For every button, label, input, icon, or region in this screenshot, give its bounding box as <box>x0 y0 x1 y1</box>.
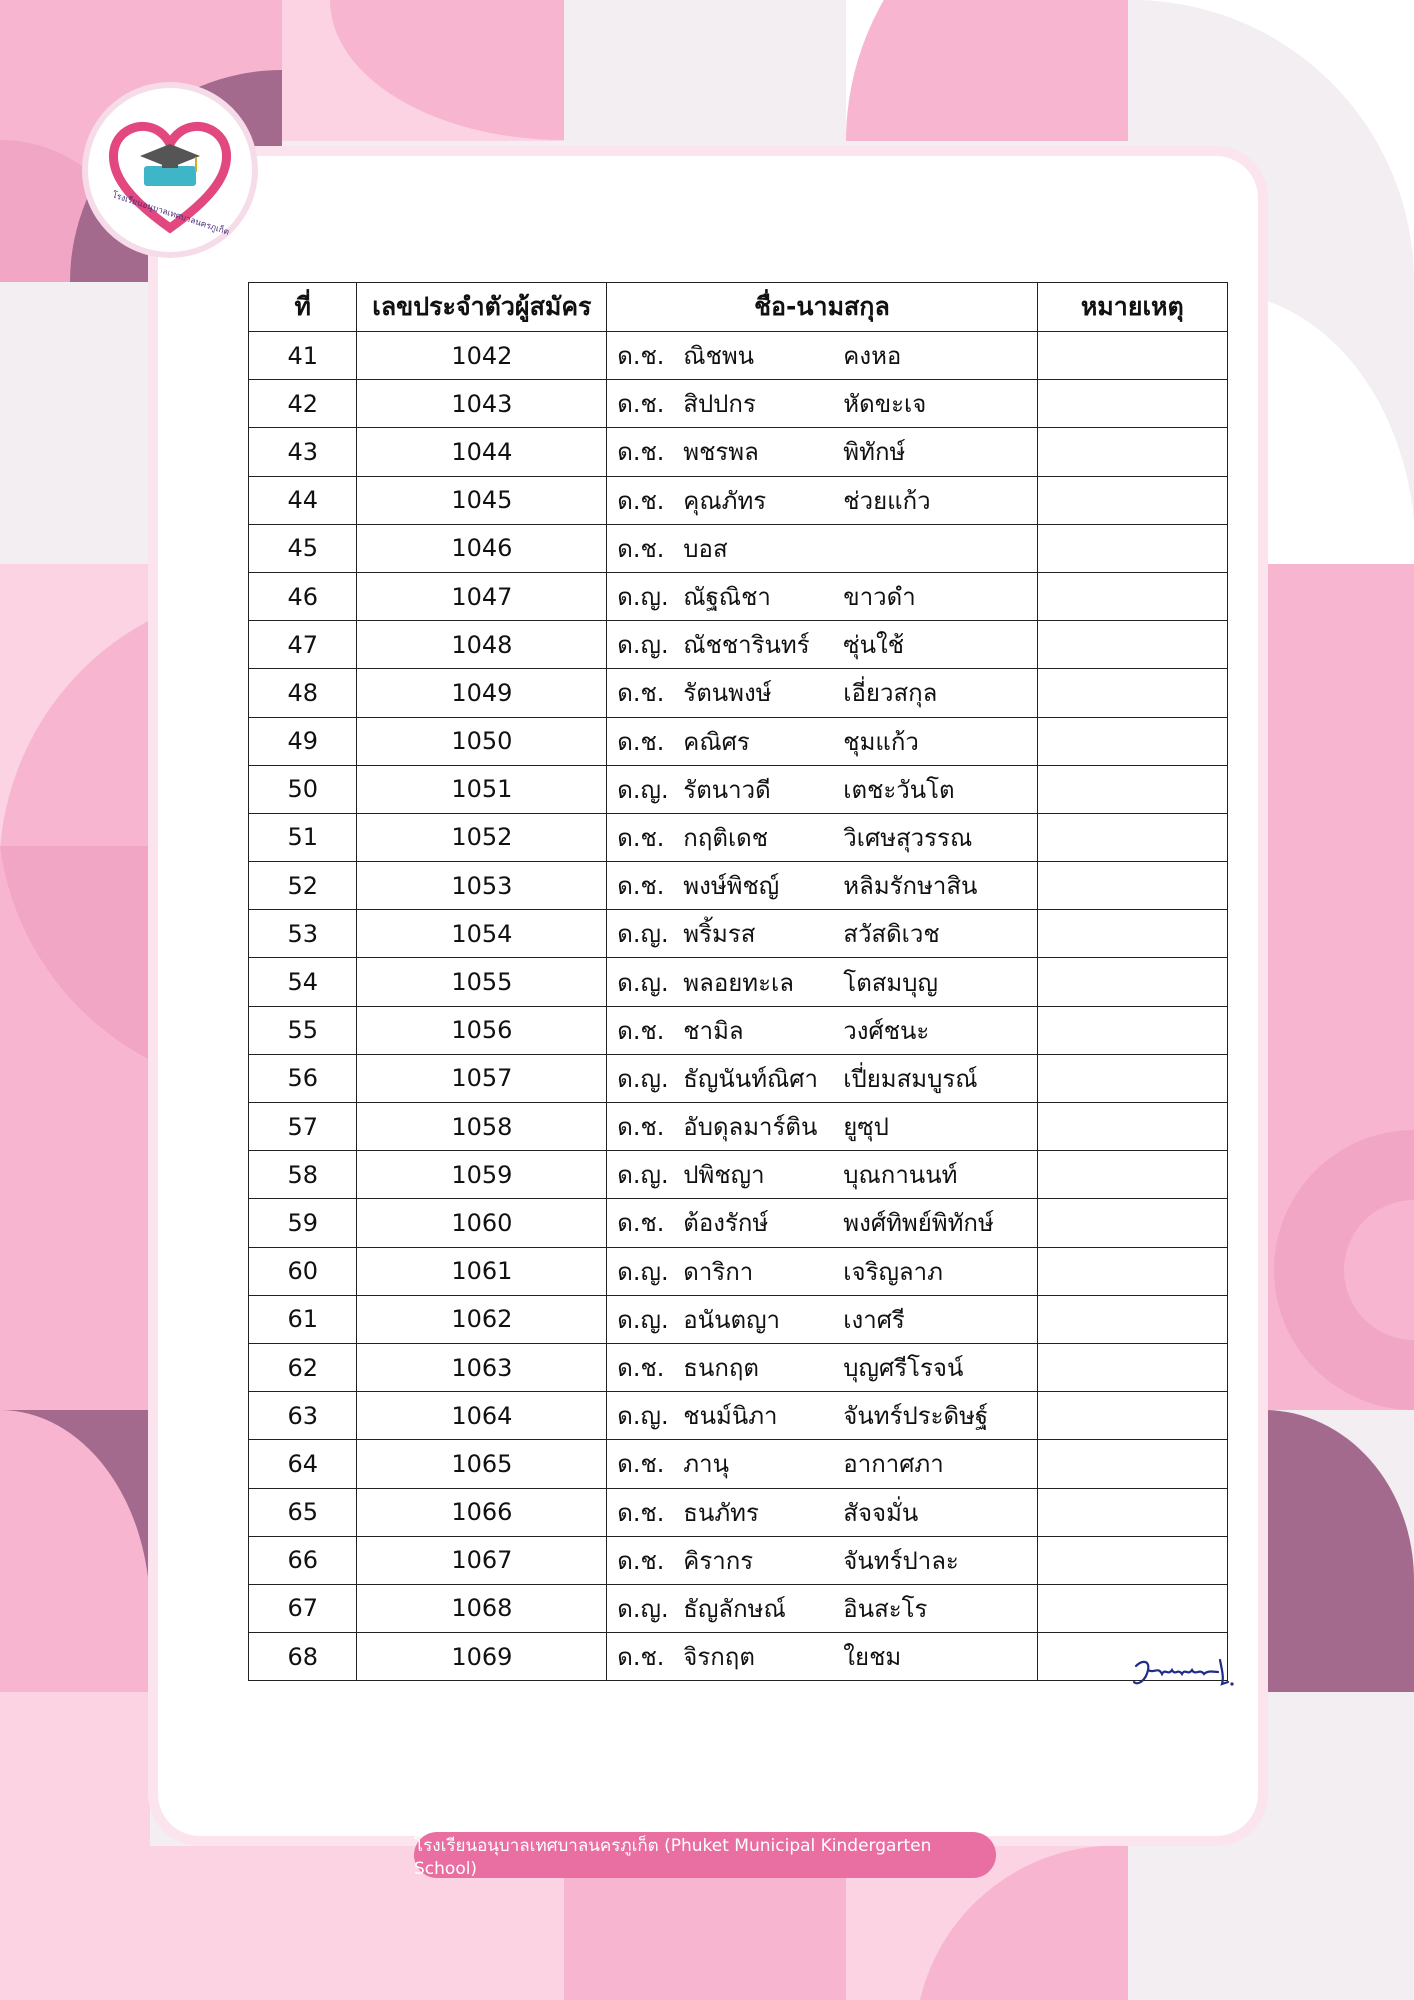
cell-applicant-id: 1063 <box>357 1343 607 1391</box>
cell-no: 45 <box>249 524 357 572</box>
cell-applicant-id: 1051 <box>357 765 607 813</box>
cell-no: 46 <box>249 572 357 620</box>
first-name: จิรกฤต <box>683 1643 755 1672</box>
first-name: ณิชพน <box>683 342 755 371</box>
cell-name <box>607 1054 1037 1102</box>
name-title: ด.ช. <box>617 534 665 563</box>
last-name: สัจจมั่น <box>843 1498 919 1527</box>
first-name: ชามิล <box>683 1016 744 1045</box>
first-name: สิปปกร <box>683 390 756 419</box>
cell-name <box>607 1247 1037 1295</box>
table-row <box>249 862 1228 910</box>
cell-no: 58 <box>249 1151 357 1199</box>
cell-no: 59 <box>249 1199 357 1247</box>
name-title: ด.ช. <box>617 1498 665 1527</box>
cell-remark <box>1037 1006 1227 1054</box>
first-name: ชนม์นิภา <box>683 1402 778 1431</box>
name-title: ด.ญ. <box>617 920 669 949</box>
cell-applicant-id: 1049 <box>357 669 607 717</box>
name-title: ด.ช. <box>617 679 665 708</box>
cell-no: 44 <box>249 476 357 524</box>
cell-applicant-id: 1056 <box>357 1006 607 1054</box>
name-title: ด.ช. <box>617 342 665 371</box>
table-row <box>249 1488 1228 1536</box>
last-name: ยูซุป <box>843 1113 889 1142</box>
last-name: หัดขะเจ <box>843 390 927 419</box>
name-title: ด.ญ. <box>617 1305 669 1334</box>
cell-no: 53 <box>249 910 357 958</box>
cell-applicant-id: 1065 <box>357 1440 607 1488</box>
name-title: ด.ช. <box>617 823 665 852</box>
cell-no: 67 <box>249 1584 357 1632</box>
table-row <box>249 1440 1228 1488</box>
table-row <box>249 910 1228 958</box>
table-row <box>249 621 1228 669</box>
table-row <box>249 717 1228 765</box>
signature-image <box>1128 1652 1238 1696</box>
last-name: พิทักษ์ <box>843 438 906 467</box>
cell-name <box>607 476 1037 524</box>
logo-ring-text: โรงเรียนอนุบาลเทศบาลนครภูเก็ต <box>110 190 231 238</box>
cell-name <box>607 862 1037 910</box>
cell-name <box>607 428 1037 476</box>
cell-remark <box>1037 1584 1227 1632</box>
cell-name <box>607 1103 1037 1151</box>
cell-no: 43 <box>249 428 357 476</box>
cell-name <box>607 1440 1037 1488</box>
cell-remark <box>1037 621 1227 669</box>
table-row <box>249 1151 1228 1199</box>
table-row <box>249 669 1228 717</box>
cell-remark <box>1037 428 1227 476</box>
table-header-row <box>249 283 1228 332</box>
table-row <box>249 476 1228 524</box>
cell-name <box>607 380 1037 428</box>
cell-remark <box>1037 910 1227 958</box>
cell-name <box>607 1584 1037 1632</box>
cell-no: 63 <box>249 1392 357 1440</box>
cell-applicant-id: 1069 <box>357 1633 607 1681</box>
last-name: ใยชม <box>843 1643 902 1672</box>
name-title: ด.ช. <box>617 438 665 467</box>
applicant-table <box>248 282 1228 1681</box>
table-row <box>249 1295 1228 1343</box>
name-title: ด.ช. <box>617 1016 665 1045</box>
footer-school-name: โรงเรียนอนุบาลเทศบาลนครภูเก็ต (Phuket Municipal Kindergarten School) <box>414 1832 996 1878</box>
first-name: ดาริกา <box>683 1257 754 1286</box>
cell-no: 61 <box>249 1295 357 1343</box>
table-row <box>249 1247 1228 1295</box>
cell-remark <box>1037 380 1227 428</box>
table-row <box>249 1633 1228 1681</box>
cell-applicant-id: 1060 <box>357 1199 607 1247</box>
last-name: ขาวดำ <box>843 583 916 612</box>
name-title: ด.ญ. <box>617 583 669 612</box>
last-name: คงหอ <box>843 342 902 371</box>
cell-name <box>607 1343 1037 1391</box>
cell-no: 55 <box>249 1006 357 1054</box>
cell-no: 60 <box>249 1247 357 1295</box>
first-name: ธนภัทร <box>683 1498 759 1527</box>
cell-name <box>607 717 1037 765</box>
first-name: ภานุ <box>683 1450 729 1479</box>
cell-remark <box>1037 1392 1227 1440</box>
cell-no: 65 <box>249 1488 357 1536</box>
cell-remark <box>1037 572 1227 620</box>
first-name: อนันตญา <box>683 1305 781 1334</box>
last-name: หลิมรักษาสิน <box>843 872 978 901</box>
cell-applicant-id: 1043 <box>357 380 607 428</box>
cell-applicant-id: 1045 <box>357 476 607 524</box>
table-row <box>249 765 1228 813</box>
first-name: ธัญลักษณ์ <box>683 1594 786 1623</box>
last-name: อินสะโร <box>843 1594 928 1623</box>
last-name: โตสมบุญ <box>843 968 938 997</box>
cell-name <box>607 572 1037 620</box>
cell-no: 50 <box>249 765 357 813</box>
cell-name <box>607 1295 1037 1343</box>
cell-name <box>607 332 1037 380</box>
first-name: ปพิชญา <box>683 1161 765 1190</box>
first-name: พลอยทะเล <box>683 968 794 997</box>
cell-name <box>607 910 1037 958</box>
last-name: พงศ์ทิพย์พิทักษ์ <box>843 1209 994 1238</box>
cell-remark <box>1037 1247 1227 1295</box>
table-row <box>249 572 1228 620</box>
cell-applicant-id: 1061 <box>357 1247 607 1295</box>
table-row <box>249 958 1228 1006</box>
cell-applicant-id: 1064 <box>357 1392 607 1440</box>
cell-name <box>607 1199 1037 1247</box>
name-title: ด.ช. <box>617 1546 665 1575</box>
last-name: บุญศรีโรจน์ <box>843 1354 964 1383</box>
cell-name <box>607 958 1037 1006</box>
cell-applicant-id: 1042 <box>357 332 607 380</box>
cell-remark <box>1037 765 1227 813</box>
table-row <box>249 1199 1228 1247</box>
cell-applicant-id: 1047 <box>357 572 607 620</box>
first-name: บอส <box>683 534 728 563</box>
name-title: ด.ช. <box>617 727 665 756</box>
first-name: ธัญนันท์ณิศา <box>683 1064 819 1093</box>
table-row <box>249 380 1228 428</box>
cell-no: 54 <box>249 958 357 1006</box>
cell-no: 66 <box>249 1536 357 1584</box>
table-row <box>249 813 1228 861</box>
cell-remark <box>1037 1440 1227 1488</box>
table-row <box>249 1584 1228 1632</box>
first-name: รัตนาวดี <box>683 775 771 804</box>
cell-remark <box>1037 1199 1227 1247</box>
cell-no: 51 <box>249 813 357 861</box>
name-title: ด.ญ. <box>617 1064 669 1093</box>
cell-remark <box>1037 717 1227 765</box>
name-title: ด.ช. <box>617 872 665 901</box>
first-name: คิรากร <box>683 1546 754 1575</box>
last-name: ช่วยแก้ว <box>843 486 931 515</box>
table-row <box>249 1392 1228 1440</box>
cell-no: 64 <box>249 1440 357 1488</box>
cell-applicant-id: 1066 <box>357 1488 607 1536</box>
cell-remark <box>1037 1151 1227 1199</box>
school-logo <box>88 88 252 252</box>
cell-applicant-id: 1044 <box>357 428 607 476</box>
cell-remark <box>1037 958 1227 1006</box>
cell-applicant-id: 1050 <box>357 717 607 765</box>
last-name: วิเศษสุวรรณ <box>843 823 973 852</box>
name-title: ด.ญ. <box>617 1402 669 1431</box>
first-name: รัตนพงษ์ <box>683 679 772 708</box>
name-title: ด.ช. <box>617 486 665 515</box>
cell-remark <box>1037 332 1227 380</box>
cell-remark <box>1037 1103 1227 1151</box>
cell-applicant-id: 1053 <box>357 862 607 910</box>
table-row <box>249 1536 1228 1584</box>
table-row <box>249 1103 1228 1151</box>
cell-applicant-id: 1052 <box>357 813 607 861</box>
cell-no: 56 <box>249 1054 357 1102</box>
first-name: ณัชชารินทร์ <box>683 631 810 660</box>
cell-no: 49 <box>249 717 357 765</box>
cell-name <box>607 1006 1037 1054</box>
cell-no: 52 <box>249 862 357 910</box>
cell-name <box>607 813 1037 861</box>
cell-name <box>607 765 1037 813</box>
cell-name <box>607 1151 1037 1199</box>
book-icon <box>144 166 196 186</box>
first-name: พชรพล <box>683 438 759 467</box>
cell-no: 62 <box>249 1343 357 1391</box>
name-title: ด.ช. <box>617 1450 665 1479</box>
cell-applicant-id: 1048 <box>357 621 607 669</box>
cell-remark <box>1037 1343 1227 1391</box>
table-row <box>249 332 1228 380</box>
first-name: ณัฐณิชา <box>683 583 771 612</box>
name-title: ด.ช. <box>617 390 665 419</box>
table-row <box>249 1006 1228 1054</box>
col-header-remark: หมายเหตุ <box>1037 283 1227 332</box>
name-title: ด.ญ. <box>617 1594 669 1623</box>
cell-name <box>607 1488 1037 1536</box>
cell-remark <box>1037 524 1227 572</box>
cell-name <box>607 1633 1037 1681</box>
table-row <box>249 524 1228 572</box>
cell-applicant-id: 1062 <box>357 1295 607 1343</box>
cell-applicant-id: 1068 <box>357 1584 607 1632</box>
cell-no: 47 <box>249 621 357 669</box>
cell-remark <box>1037 1054 1227 1102</box>
cell-name <box>607 669 1037 717</box>
cell-no: 42 <box>249 380 357 428</box>
cell-applicant-id: 1058 <box>357 1103 607 1151</box>
table-row <box>249 1343 1228 1391</box>
cell-name <box>607 1392 1037 1440</box>
last-name: ซุ่นใช้ <box>843 631 904 660</box>
cell-no: 48 <box>249 669 357 717</box>
cell-applicant-id: 1057 <box>357 1054 607 1102</box>
cell-no: 41 <box>249 332 357 380</box>
cell-applicant-id: 1055 <box>357 958 607 1006</box>
cell-remark <box>1037 1488 1227 1536</box>
last-name: เตชะวันโต <box>843 775 955 804</box>
cell-name <box>607 1536 1037 1584</box>
name-title: ด.ช. <box>617 1209 665 1238</box>
cell-remark <box>1037 862 1227 910</box>
name-title: ด.ญ. <box>617 968 669 997</box>
name-title: ด.ช. <box>617 1354 665 1383</box>
cell-remark <box>1037 1536 1227 1584</box>
cell-remark <box>1037 1295 1227 1343</box>
last-name: จันทร์ประดิษฐ์ <box>843 1402 989 1431</box>
last-name: สวัสดิเวช <box>843 920 940 949</box>
last-name: ชุมแก้ว <box>843 727 919 756</box>
last-name: จันทร์ปาละ <box>843 1546 959 1575</box>
first-name: พริ้มรส <box>683 920 756 949</box>
cell-applicant-id: 1059 <box>357 1151 607 1199</box>
first-name: อับดุลมาร์ติน <box>683 1113 818 1142</box>
cell-applicant-id: 1067 <box>357 1536 607 1584</box>
col-header-name: ชื่อ-นามสกุล <box>607 283 1037 332</box>
last-name: เจริญลาภ <box>843 1257 943 1286</box>
cell-remark <box>1037 669 1227 717</box>
cell-applicant-id: 1046 <box>357 524 607 572</box>
last-name: บุณกานนท์ <box>843 1161 958 1190</box>
last-name: เปี่ยมสมบูรณ์ <box>843 1064 978 1093</box>
name-title: ด.ช. <box>617 1643 665 1672</box>
first-name: คณิศร <box>683 727 750 756</box>
name-title: ด.ญ. <box>617 775 669 804</box>
cell-name <box>607 524 1037 572</box>
name-title: ด.ช. <box>617 1113 665 1142</box>
cell-applicant-id: 1054 <box>357 910 607 958</box>
cell-no: 57 <box>249 1103 357 1151</box>
first-name: ต้องรักษ์ <box>683 1209 769 1238</box>
cell-name <box>607 621 1037 669</box>
last-name: เงาศรี <box>843 1305 905 1334</box>
last-name: วงศ์ชนะ <box>843 1016 930 1045</box>
first-name: พงษ์พิชญ์ <box>683 872 780 901</box>
last-name: อากาศภา <box>843 1450 944 1479</box>
cell-remark <box>1037 476 1227 524</box>
table-row <box>249 1054 1228 1102</box>
col-header-applicant-id: เลขประจำตัวผู้สมัคร <box>357 283 607 332</box>
cell-remark <box>1037 813 1227 861</box>
first-name: กฤติเดช <box>683 823 769 852</box>
first-name: คุณภัทร <box>683 486 767 515</box>
last-name: เอี่ยวสกุล <box>843 679 938 708</box>
first-name: ธนกฤต <box>683 1354 759 1383</box>
name-title: ด.ญ. <box>617 1257 669 1286</box>
name-title: ด.ญ. <box>617 631 669 660</box>
name-title: ด.ญ. <box>617 1161 669 1190</box>
cell-no: 68 <box>249 1633 357 1681</box>
col-header-no: ที่ <box>249 283 357 332</box>
table-row <box>249 428 1228 476</box>
